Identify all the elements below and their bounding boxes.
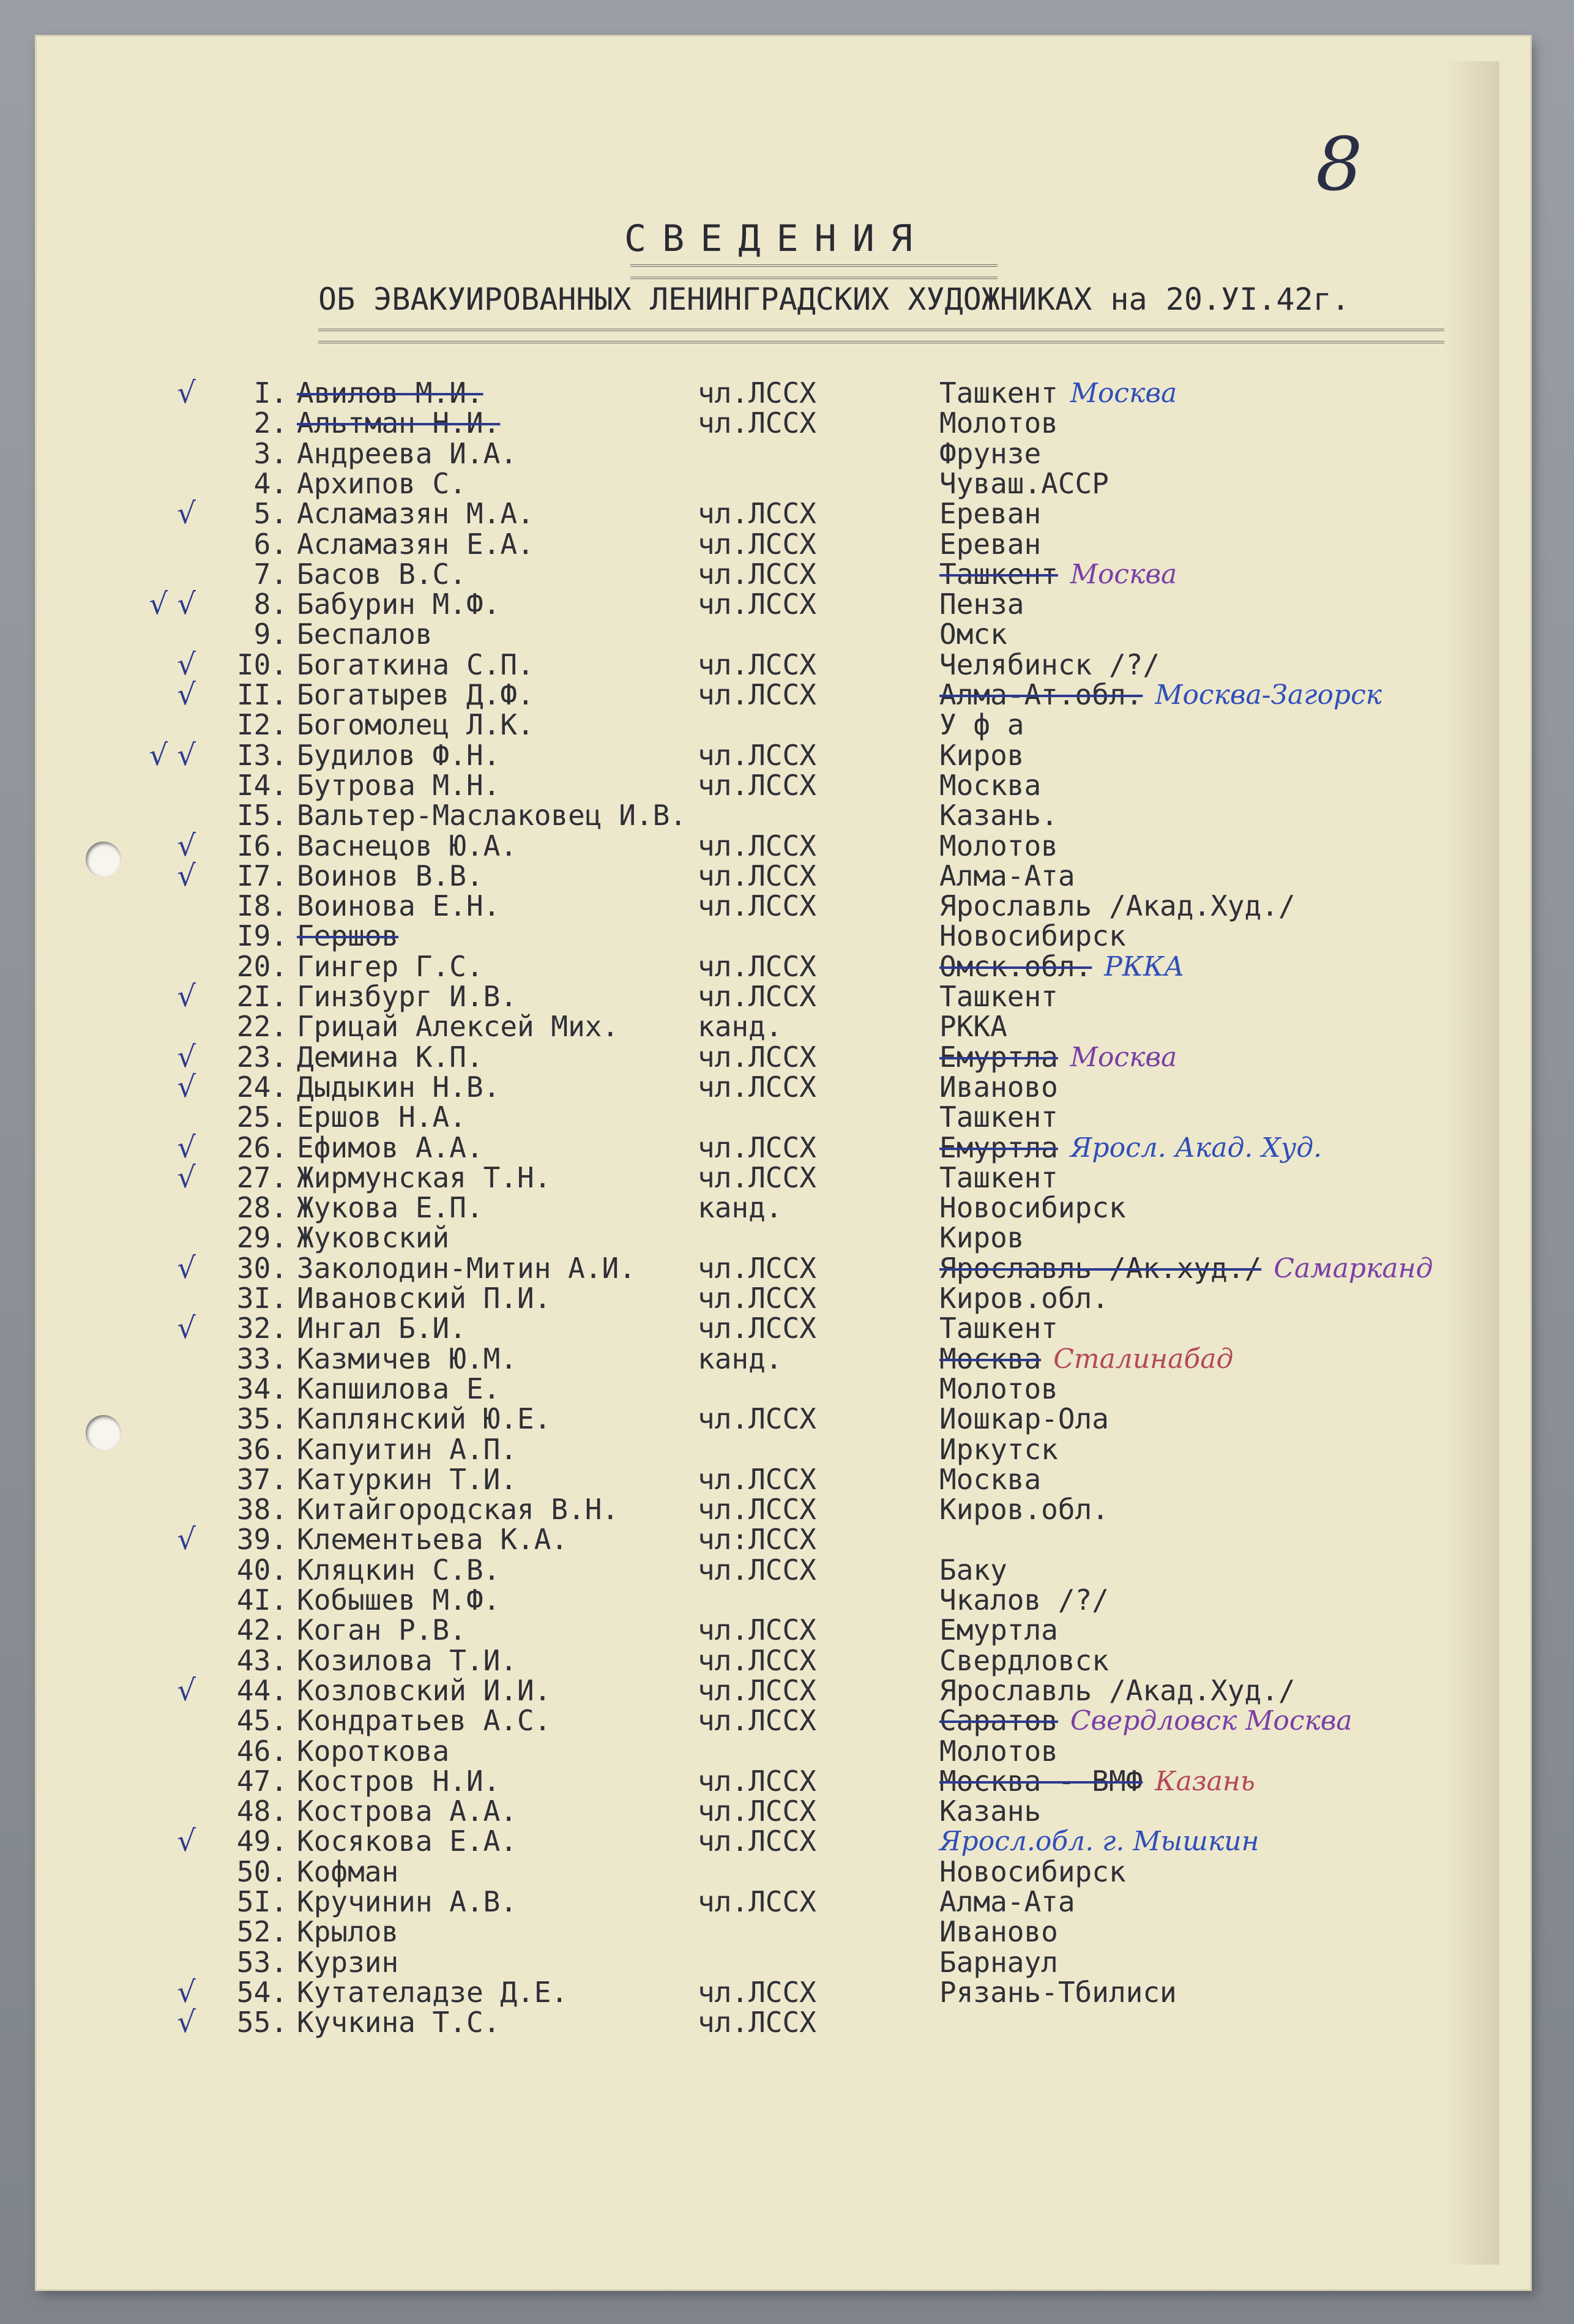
evacuation-city: Киров: [939, 738, 1024, 772]
list-row: [0, 647, 1574, 682]
artist-name: Капуитин А.П.: [297, 1432, 518, 1466]
list-row: [0, 378, 1574, 408]
evacuation-city: Казань.: [939, 799, 1058, 832]
row-number: 4.: [253, 466, 288, 500]
row-number: I2.: [236, 708, 288, 742]
handwritten-note: Москва: [1070, 558, 1177, 590]
evacuation-city: Иваново: [939, 1915, 1058, 1949]
row-number: 2.: [253, 406, 288, 440]
artist-name: Кляцкин С.В.: [297, 1553, 501, 1586]
evacuation-city: Ташкент: [939, 376, 1058, 409]
evacuation-city: Новосибирск: [939, 1855, 1126, 1888]
artist-name: Беспалов: [297, 618, 433, 651]
evacuation-city: Свердловск: [939, 1643, 1109, 1677]
evacuation-city: Емуртла: [939, 1613, 1058, 1647]
row-number: 33.: [236, 1342, 288, 1375]
artist-name: Богомолец Л.К.: [297, 708, 534, 742]
row-number: 3.: [253, 436, 288, 470]
row-number: I3.: [236, 738, 288, 772]
list-row: [0, 1130, 1574, 1165]
evacuation-city: Киров: [939, 1221, 1024, 1255]
artist-name: Жирмунская Т.Н.: [297, 1160, 551, 1194]
list-row: [0, 1555, 1574, 1585]
list-row: [0, 1945, 1574, 1979]
check-mark-icon: √: [177, 496, 196, 531]
list-row: [0, 1432, 1574, 1466]
handwritten-note: Москва-Загорск: [1155, 679, 1382, 711]
artist-name: Кручинин А.В.: [297, 1885, 518, 1918]
membership-status: чл.ЛССХ: [698, 527, 816, 561]
evacuation-city: Ереван: [939, 527, 1042, 561]
list-row: [0, 436, 1574, 470]
handwritten-note: Яросл. Акад. Худ.: [1070, 1132, 1322, 1164]
check-mark-icon: √: [177, 828, 196, 863]
evacuation-city: Молотов: [939, 406, 1058, 440]
check-mark-icon: √: [177, 1673, 196, 1708]
artist-name: Ивановский П.И.: [297, 1282, 551, 1315]
evacuation-city: Саратов: [939, 1704, 1058, 1738]
artist-name: Козилова Т.И.: [297, 1643, 518, 1677]
row-number: 42.: [236, 1613, 288, 1647]
evacuation-city: Казань: [939, 1795, 1042, 1828]
list-row: [0, 1975, 1574, 2009]
membership-status: чл.ЛССХ: [698, 2006, 816, 2039]
row-number: 5I.: [236, 1885, 288, 1918]
evacuation-city: Ташкент: [939, 980, 1058, 1013]
evacuation-city: Барнаул: [939, 1945, 1058, 1979]
artist-name: Козловский И.И.: [297, 1673, 551, 1707]
list-row: [0, 587, 1574, 622]
check-mark-icon: √: [177, 1250, 196, 1285]
artist-name: Воинов В.В.: [297, 859, 483, 892]
artist-name: Капшилова Е.: [297, 1372, 501, 1405]
evacuation-city: Челябинск /?/: [939, 648, 1160, 681]
row-number: 6.: [253, 527, 288, 561]
row-number: 36.: [236, 1432, 288, 1466]
row-number: I7.: [236, 859, 288, 892]
check-mark-icon: √: [177, 1039, 196, 1074]
row-number: 39.: [236, 1523, 288, 1556]
check-mark-icon: √: [177, 1522, 196, 1557]
artist-name: Китайгородская В.Н.: [297, 1493, 619, 1526]
evacuation-city: Ярославль /Акад.Худ./: [939, 889, 1296, 923]
list-row: [0, 680, 1574, 710]
row-number: 9.: [253, 618, 288, 651]
membership-status: чл.ЛССХ: [698, 1643, 816, 1677]
row-number: 45.: [236, 1704, 288, 1738]
artist-name: Богатырев Д.Ф.: [297, 678, 534, 711]
evacuation-city: Молотов: [939, 1734, 1058, 1768]
row-number: I9.: [236, 919, 288, 953]
row-number: 44.: [236, 1673, 288, 1707]
list-row: [0, 891, 1574, 921]
list-row: [0, 1917, 1574, 1947]
evacuation-city: Баку: [939, 1553, 1007, 1586]
check-mark-icon: √ √: [149, 738, 196, 772]
list-row: [0, 496, 1574, 531]
evacuation-city: Молотов: [939, 829, 1058, 862]
evacuation-city: Емуртла: [939, 1130, 1058, 1164]
evacuation-city: Чкалов /?/: [939, 1583, 1109, 1616]
handwritten-note: Яросл.обл. г. Мышкин: [939, 1826, 1259, 1858]
artist-name: Гингер Г.С.: [297, 949, 483, 983]
list-row: [0, 1374, 1574, 1404]
document-title: СВЕДЕНИЯ: [624, 217, 928, 260]
evacuation-city: Ташкент: [939, 1312, 1058, 1345]
membership-status: чл.ЛССХ: [698, 1070, 816, 1104]
artist-name: Курзин: [297, 1945, 399, 1979]
artist-name: Ингал Б.И.: [297, 1312, 466, 1345]
artist-name: Гершов: [297, 919, 399, 953]
membership-status: чл.ЛССХ: [698, 1795, 816, 1828]
check-mark-icon: √: [177, 1069, 196, 1104]
list-row: [0, 1857, 1574, 1887]
membership-status: чл.ЛССХ: [698, 1040, 816, 1074]
membership-status: канд.: [698, 1342, 783, 1375]
artist-name: Кутателадзе Д.Е.: [297, 1975, 569, 2009]
membership-status: чл.ЛССХ: [698, 1160, 816, 1194]
row-number: 37.: [236, 1462, 288, 1496]
list-row: [0, 1344, 1574, 1374]
row-number: II.: [236, 678, 288, 711]
artist-name: Кобышев М.Ф.: [297, 1583, 501, 1616]
check-mark-icon: √ √: [149, 587, 196, 622]
handwritten-note: Москва: [1070, 1041, 1177, 1073]
membership-status: чл.ЛССХ: [698, 829, 816, 862]
list-row: [0, 466, 1574, 500]
artist-name: Будилов Ф.Н.: [297, 738, 501, 772]
list-row: [0, 1522, 1574, 1557]
row-number: 20.: [236, 949, 288, 983]
membership-status: чл.ЛССХ: [698, 1673, 816, 1707]
membership-status: чл.ЛССХ: [698, 497, 816, 531]
artist-name: Заколодин-Митин А.И.: [297, 1251, 636, 1285]
artist-name: Кофман: [297, 1855, 399, 1888]
list-row: [0, 1887, 1574, 1917]
membership-status: чл.ЛССХ: [698, 1613, 816, 1647]
membership-status: чл.ЛССХ: [698, 1312, 816, 1345]
list-row: [0, 1012, 1574, 1042]
list-row: [0, 949, 1574, 983]
membership-status: чл.ЛССХ: [698, 1493, 816, 1526]
row-number: 7.: [253, 557, 288, 591]
membership-status: чл.ЛССХ: [698, 1462, 816, 1496]
artist-name: Андреева И.А.: [297, 436, 518, 470]
check-mark-icon: √: [177, 858, 196, 893]
artist-name: Короткова: [297, 1734, 450, 1768]
evacuation-city: Иваново: [939, 1070, 1058, 1104]
list-row: [0, 1193, 1574, 1223]
membership-status: чл.ЛССХ: [698, 949, 816, 983]
row-number: 22.: [236, 1010, 288, 1044]
row-number: 50.: [236, 1855, 288, 1888]
row-number: I0.: [236, 648, 288, 681]
artist-name: Ершов Н.А.: [297, 1100, 466, 1134]
membership-status: чл.ЛССХ: [698, 1130, 816, 1164]
row-number: I5.: [236, 799, 288, 832]
list-row: [0, 801, 1574, 831]
list-row: [0, 1585, 1574, 1615]
list-row: [0, 1462, 1574, 1496]
row-number: 28.: [236, 1191, 288, 1225]
row-number: 3I.: [236, 1282, 288, 1315]
row-number: 34.: [236, 1372, 288, 1405]
membership-status: чл.ЛССХ: [698, 406, 816, 440]
handwritten-note: Москва: [1070, 378, 1177, 409]
evacuation-city: Омск: [939, 618, 1007, 651]
row-number: 54.: [236, 1975, 288, 2009]
row-number: 2I.: [236, 980, 288, 1013]
list-row: [0, 921, 1574, 951]
membership-status: канд.: [698, 1191, 783, 1225]
list-row: [0, 979, 1574, 1014]
list-row: [0, 1766, 1574, 1796]
artist-name: Кострова А.А.: [297, 1795, 518, 1828]
row-number: I.: [253, 376, 288, 409]
artist-name: Асламазян М.А.: [297, 497, 534, 531]
evacuation-city: Иошкар-Ола: [939, 1402, 1109, 1436]
artist-name: Крылов: [297, 1915, 399, 1949]
membership-status: чл.ЛССХ: [698, 1553, 816, 1586]
artist-name: Богаткина С.П.: [297, 648, 534, 681]
artist-name: Демина К.П.: [297, 1040, 483, 1074]
list-row: [0, 1223, 1574, 1253]
row-number: 27.: [236, 1160, 288, 1194]
list-row: [0, 1706, 1574, 1736]
check-mark-icon: √: [177, 1824, 196, 1859]
membership-status: чл.ЛССХ: [698, 889, 816, 923]
membership-status: чл.ЛССХ: [698, 1975, 816, 2009]
artist-name: Воинова Е.Н.: [297, 889, 501, 923]
membership-status: чл.ЛССХ: [698, 738, 816, 772]
list-row: [0, 1283, 1574, 1313]
list-row: [0, 1796, 1574, 1826]
evacuation-city: Ташкент: [939, 1160, 1058, 1194]
evacuation-city: Москва - ВМФ: [939, 1764, 1143, 1798]
check-mark-icon: √: [177, 2005, 196, 2040]
list-row: [0, 768, 1574, 802]
check-mark-icon: √: [177, 647, 196, 682]
handwritten-note: Сталинабад: [1053, 1343, 1234, 1375]
evacuation-city: Омск.обл.: [939, 949, 1092, 983]
evacuation-city: РККА: [939, 1010, 1007, 1044]
list-row: [0, 1250, 1574, 1285]
list-row: [0, 1824, 1574, 1859]
check-mark-icon: √: [177, 678, 196, 712]
list-row: [0, 1404, 1574, 1434]
evacuation-city: Алма-Ата: [939, 859, 1075, 892]
row-number: 43.: [236, 1643, 288, 1677]
folio-number: 8: [1316, 122, 1363, 207]
evacuation-city: Москва: [939, 1462, 1042, 1496]
row-number: I6.: [236, 829, 288, 862]
membership-status: чл.ЛССХ: [698, 648, 816, 681]
artist-name: Бабурин М.Ф.: [297, 588, 501, 621]
list-row: [0, 1643, 1574, 1677]
list-row: [0, 529, 1574, 559]
evacuation-city: Пенза: [939, 588, 1024, 621]
document-subtitle: ОБ ЭВАКУИРОВАННЫХ ЛЕНИНГРАДСКИХ ХУДОЖНИКАХ на 20.УI.42г.: [318, 282, 1350, 317]
artist-name: Васнецов Ю.А.: [297, 829, 518, 862]
row-number: 25.: [236, 1100, 288, 1134]
row-number: I4.: [236, 768, 288, 802]
evacuation-city: Чуваш.АССР: [939, 466, 1109, 500]
row-number: 29.: [236, 1221, 288, 1255]
handwritten-note: Казань: [1155, 1765, 1255, 1797]
artist-name: Бутрова М.Н.: [297, 768, 501, 802]
artist-name: Басов В.С.: [297, 557, 466, 591]
row-number: 40.: [236, 1553, 288, 1586]
row-number: 52.: [236, 1915, 288, 1949]
evacuation-city: Алма-Ат.обл.: [939, 678, 1143, 711]
artist-name: Клементьева К.А.: [297, 1523, 569, 1556]
membership-status: чл.ЛССХ: [698, 859, 816, 892]
evacuation-city: Ереван: [939, 497, 1042, 531]
handwritten-note: Самарканд: [1274, 1252, 1433, 1284]
artist-name: Каплянский Ю.Е.: [297, 1402, 551, 1436]
row-number: 35.: [236, 1402, 288, 1436]
row-number: 38.: [236, 1493, 288, 1526]
membership-status: чл.ЛССХ: [698, 1885, 816, 1918]
row-number: 53.: [236, 1945, 288, 1979]
list-row: [0, 2005, 1574, 2040]
row-number: 23.: [236, 1040, 288, 1074]
evacuation-city: Ташкент: [939, 557, 1058, 591]
check-mark-icon: √: [177, 1130, 196, 1165]
list-row: [0, 1160, 1574, 1195]
list-row: [0, 1615, 1574, 1645]
list-row: [0, 738, 1574, 772]
check-mark-icon: √: [177, 1160, 196, 1195]
evacuation-city: Киров.обл.: [939, 1282, 1109, 1315]
artist-name: Кондратьев А.С.: [297, 1704, 551, 1738]
evacuation-city: Молотов: [939, 1372, 1058, 1405]
evacuation-city: Москва: [939, 1342, 1042, 1375]
artist-name: Альтман Н.И.: [297, 406, 501, 440]
artist-name: Дыдыкин Н.В.: [297, 1070, 501, 1104]
row-number: 47.: [236, 1764, 288, 1798]
evacuation-city: Ярославль /Ак.худ./: [939, 1251, 1262, 1285]
list-row: [0, 1311, 1574, 1346]
check-mark-icon: √: [177, 376, 196, 410]
row-number: 30.: [236, 1251, 288, 1285]
membership-status: чл.ЛССХ: [698, 1825, 816, 1858]
list-row: [0, 1069, 1574, 1104]
artist-name: Костров Н.И.: [297, 1764, 501, 1798]
evacuation-city: Новосибирск: [939, 1191, 1126, 1225]
evacuation-city: Фрунзе: [939, 436, 1042, 470]
list-row: [0, 828, 1574, 863]
evacuation-city: Рязань-Тбилиси: [939, 1975, 1177, 2009]
list-row: [0, 1736, 1574, 1766]
artist-name: Ефимов А.А.: [297, 1130, 483, 1164]
row-number: 24.: [236, 1070, 288, 1104]
membership-status: чл:ЛССХ: [698, 1523, 816, 1556]
membership-status: чл.ЛССХ: [698, 678, 816, 711]
evacuation-city: Ташкент: [939, 1100, 1058, 1134]
evacuation-city: Иркутск: [939, 1432, 1058, 1466]
list-row: [0, 1495, 1574, 1525]
evacuation-city: Алма-Ата: [939, 1885, 1075, 1918]
evacuation-city: Ярославль /Акад.Худ./: [939, 1673, 1296, 1707]
row-number: I8.: [236, 889, 288, 923]
membership-status: чл.ЛССХ: [698, 588, 816, 621]
artist-name: Коган Р.В.: [297, 1613, 466, 1647]
row-number: 48.: [236, 1795, 288, 1828]
membership-status: чл.ЛССХ: [698, 376, 816, 409]
evacuation-city: Москва: [939, 768, 1042, 802]
handwritten-note: Свердловск Москва: [1070, 1705, 1352, 1737]
list-row: [0, 559, 1574, 589]
artist-name: Кучкина Т.С.: [297, 2006, 501, 2039]
row-number: 26.: [236, 1130, 288, 1164]
list-row: [0, 710, 1574, 740]
row-number: 55.: [236, 2006, 288, 2039]
artist-name: Казмичев Ю.М.: [297, 1342, 518, 1375]
row-number: 4I.: [236, 1583, 288, 1616]
artist-name: Грицай Алексей Мих.: [297, 1010, 619, 1044]
membership-status: канд.: [698, 1010, 783, 1044]
artist-name: Косякова Е.А.: [297, 1825, 518, 1858]
artist-name: Асламазян Е.А.: [297, 527, 534, 561]
row-number: 46.: [236, 1734, 288, 1768]
membership-status: чл.ЛССХ: [698, 1704, 816, 1738]
membership-status: чл.ЛССХ: [698, 1251, 816, 1285]
membership-status: чл.ЛССХ: [698, 1764, 816, 1798]
row-number: 5.: [253, 497, 288, 531]
row-number: 32.: [236, 1312, 288, 1345]
membership-status: чл.ЛССХ: [698, 980, 816, 1013]
list-row: [0, 619, 1574, 649]
evacuation-city: Емуртла: [939, 1040, 1058, 1074]
check-mark-icon: √: [177, 1311, 196, 1346]
membership-status: чл.ЛССХ: [698, 1402, 816, 1436]
artist-name: Вальтер-Маслаковец И.В.: [297, 799, 687, 832]
artist-name: Жукова Е.П.: [297, 1191, 483, 1225]
artist-name: Авилов М.И.: [297, 376, 483, 409]
list-row: [0, 408, 1574, 438]
artist-name: Гинзбург И.В.: [297, 980, 518, 1013]
handwritten-note: РККА: [1104, 951, 1185, 982]
row-number: 49.: [236, 1825, 288, 1858]
artist-name: Архипов С.: [297, 466, 466, 500]
list-row: [0, 1102, 1574, 1132]
artist-name: Катуркин Т.И.: [297, 1462, 518, 1496]
list-row: [0, 1039, 1574, 1074]
membership-status: чл.ЛССХ: [698, 768, 816, 802]
membership-status: чл.ЛССХ: [698, 557, 816, 591]
membership-status: чл.ЛССХ: [698, 1282, 816, 1315]
evacuation-city: Киров.обл.: [939, 1493, 1109, 1526]
check-mark-icon: √: [177, 979, 196, 1014]
list-row: [0, 1673, 1574, 1708]
artist-name: Жуковский: [297, 1221, 450, 1255]
evacuation-city: Новосибирск: [939, 919, 1126, 953]
check-mark-icon: √: [177, 1975, 196, 2009]
evacuation-city: У ф а: [939, 708, 1024, 742]
row-number: 8.: [253, 588, 288, 621]
list-row: [0, 858, 1574, 893]
